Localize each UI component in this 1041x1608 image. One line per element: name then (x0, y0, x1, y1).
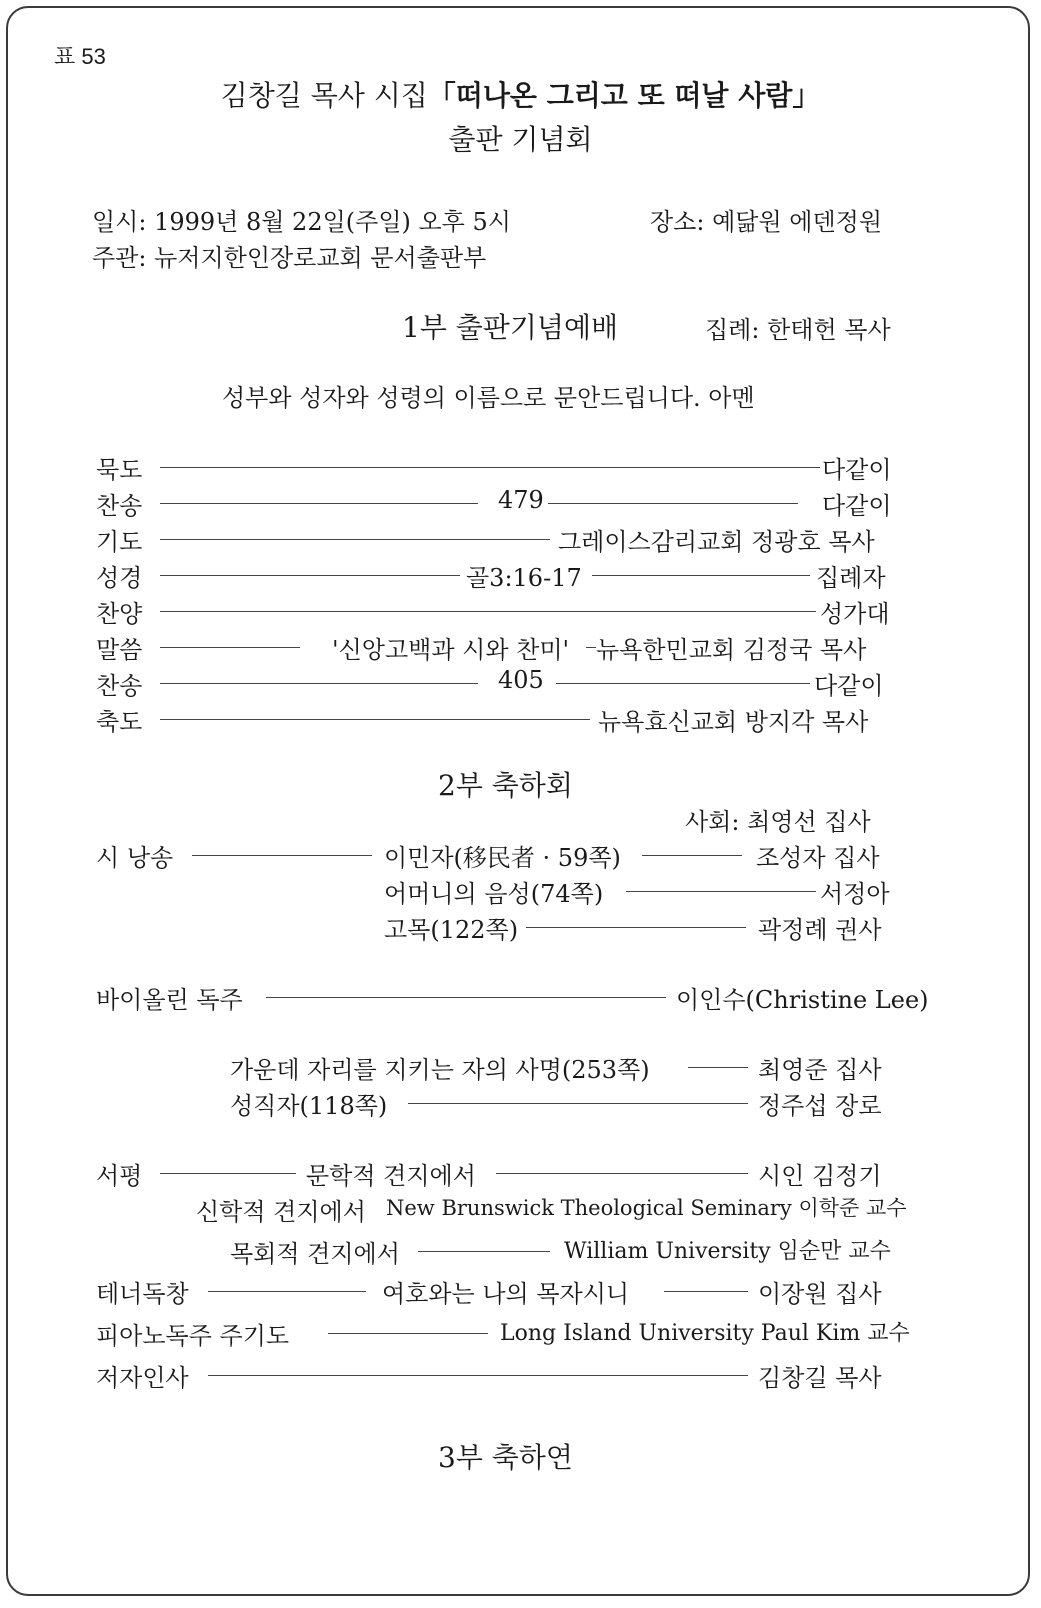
reviewer: William University 임순만 교수 (564, 1234, 891, 1265)
performer: 이장원 집사 (758, 1274, 882, 1309)
row-label: 묵도 (96, 450, 142, 485)
leader-line (586, 647, 596, 648)
list-item (96, 874, 916, 906)
row-leader: 뉴욕효신교회 방지각 목사 (598, 702, 868, 737)
part1-invocation: 성부와 성자와 성령의 이름으로 문안드립니다. 아멘 (222, 384, 755, 412)
row-label: 축도 (96, 702, 142, 737)
leader-line (664, 1291, 748, 1292)
poem-title: 가운데 자리를 지키는 자의 사명(253쪽) (230, 1050, 650, 1085)
list-item (96, 1274, 916, 1306)
leader-line (192, 855, 372, 856)
leader-line (408, 1103, 748, 1104)
leader-line (548, 503, 798, 504)
poem-reader: 조성자 집사 (756, 838, 880, 873)
leader-line (496, 1173, 748, 1174)
performer: Long Island University Paul Kim 교수 (500, 1316, 910, 1347)
row-label: 성경 (96, 558, 142, 593)
table-number: 표 53 (54, 44, 106, 69)
list-item (96, 630, 916, 662)
row-label: 테너독창 (96, 1274, 189, 1309)
list-item (96, 1050, 916, 1082)
poem-title: 고목(122쪽) (384, 910, 518, 945)
list-item (96, 838, 916, 870)
row-leader: 성가대 (820, 594, 890, 629)
list-item (96, 1234, 916, 1266)
poem-title: 어머니의 음성(74쪽) (384, 874, 603, 909)
list-item (96, 1358, 916, 1390)
row-detail: 골3:16-17 (466, 558, 582, 593)
reviewer: 시인 김정기 (758, 1156, 882, 1191)
review-title: 목회적 견지에서 (230, 1234, 400, 1269)
list-item (96, 702, 916, 734)
leader-line (208, 1291, 366, 1292)
leader-line (160, 647, 300, 648)
review-title: 신학적 견지에서 (196, 1192, 366, 1227)
event-date: 일시: 1999년 8월 22일(주일) 오후 5시 (92, 208, 511, 236)
leader-line (160, 719, 590, 720)
poem-reader: 최영준 집사 (758, 1050, 882, 1085)
row-label: 찬양 (96, 594, 142, 629)
leader-line (208, 1375, 748, 1376)
row-detail: 405 (498, 666, 544, 694)
poem-title: 성직자(118쪽) (230, 1086, 387, 1121)
title-prefix: 김창길 목사 시집 (220, 79, 428, 112)
row-label: 찬송 (96, 666, 142, 701)
row-label: 서평 (96, 1156, 142, 1191)
event-place: 장소: 예닮원 에덴정원 (650, 208, 882, 236)
list-item (96, 1316, 916, 1348)
row-leader: 다같이 (814, 666, 884, 701)
list-item (96, 910, 916, 942)
row-detail: '신앙고백과 시와 찬미' (332, 630, 569, 665)
leader-line (642, 855, 742, 856)
list-item (96, 594, 916, 626)
row-label: 시 낭송 (96, 838, 173, 873)
list-item (96, 450, 916, 482)
leader-line (160, 467, 820, 468)
part1-title: 1부 출판기념예배 (402, 311, 619, 344)
row-leader: 그레이스감리교회 정광호 목사 (558, 522, 875, 557)
leader-line (626, 891, 816, 892)
list-item (96, 980, 929, 1014)
leader-line (160, 575, 460, 576)
part1-presider: 집례: 한태헌 목사 (705, 316, 891, 344)
leader-line (266, 997, 666, 998)
row-leader: 다같이 (822, 450, 892, 485)
list-item (96, 558, 916, 590)
part2-title: 2부 축하회 (438, 769, 573, 802)
row-label: 피아노독주 주기도 (96, 1316, 289, 1351)
leader-line (160, 611, 816, 612)
leader-line (328, 1333, 488, 1334)
book-title: 「떠나온 그리고 또 떠날 사람」 (427, 79, 821, 112)
row-leader: 다같이 (822, 486, 892, 521)
row-label: 저자인사 (96, 1358, 189, 1393)
poem-reader: 정주섭 장로 (758, 1086, 882, 1121)
leader-line (556, 683, 810, 684)
row-label: 기도 (96, 522, 142, 557)
row-leader: 뉴욕한민교회 김정국 목사 (596, 630, 866, 665)
row-label: 바이올린 독주 (96, 980, 243, 1015)
row-label: 찬송 (96, 486, 142, 521)
part3-title: 3부 축하연 (438, 1441, 573, 1474)
leader-line (526, 927, 746, 928)
row-detail: 479 (498, 486, 544, 514)
poem-reader: 곽정례 권사 (758, 910, 882, 945)
leader-line (160, 539, 550, 540)
event-host: 주관: 뉴저지한인장로교회 문서출판부 (92, 244, 487, 272)
list-item (96, 1192, 916, 1224)
leader-line (160, 1173, 296, 1174)
leader-line (592, 575, 810, 576)
part2-mc: 사회: 최영선 집사 (685, 808, 871, 836)
list-item (96, 1156, 916, 1188)
list-item (96, 522, 916, 554)
document-title (0, 74, 1041, 114)
song-title: 여호와는 나의 목자시니 (382, 1274, 629, 1309)
poem-reader: 서정아 (820, 874, 890, 909)
list-item (96, 1086, 916, 1118)
poem-title: 이민자(移民者 · 59쪽) (384, 838, 621, 873)
list-item (96, 666, 916, 698)
list-item (96, 486, 916, 518)
review-title: 문학적 견지에서 (306, 1156, 476, 1191)
reviewer: New Brunswick Theological Seminary 이학준 교수 (386, 1192, 907, 1222)
document-subtitle: 출판 기념회 (448, 123, 593, 156)
leader-line (688, 1067, 748, 1068)
leader-line (418, 1251, 550, 1252)
performer: 김창길 목사 (758, 1358, 882, 1393)
row-leader: 집례자 (816, 558, 886, 593)
leader-line (160, 503, 478, 504)
performer: 이인수(Christine Lee) (676, 980, 929, 1015)
row-label: 말씀 (96, 630, 142, 665)
leader-line (160, 683, 478, 684)
